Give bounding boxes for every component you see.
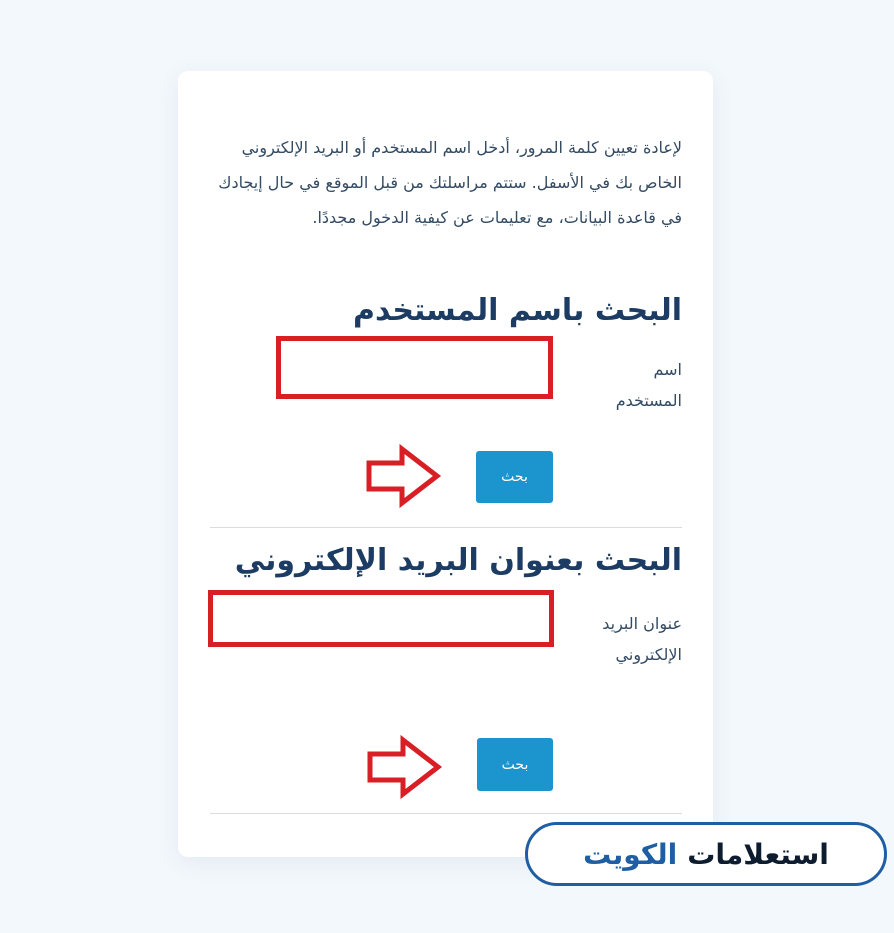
divider (210, 813, 682, 814)
brand-watermark (525, 822, 887, 886)
brand-text-primary: استعلامات (687, 837, 829, 871)
arrow-right-icon (365, 735, 443, 799)
divider (210, 527, 682, 528)
username-field-label: اسم المستخدم (615, 360, 682, 410)
username-input[interactable] (276, 336, 553, 399)
arrow-right-icon (364, 444, 442, 508)
email-field-label: عنوان البريد الإلكتروني (602, 614, 682, 664)
email-search-button[interactable]: بحث (477, 738, 553, 791)
email-input[interactable] (208, 590, 554, 647)
intro-text: لإعادة تعيين كلمة المرور، أدخل اسم المستخدم أو البريد الإلكتروني الخاص بك في الأسفل. ستتم مراسلتك من قبل الموقع في حال إيجادك في قاعدة البيانات، مع تعليمات عن كيفية الدخول مجددًا. (218, 138, 682, 227)
brand-text-secondary: الكويت (583, 837, 678, 871)
username-section-title: البحث باسم المستخدم (353, 293, 682, 328)
email-section-title: البحث بعنوان البريد الإلكتروني (234, 543, 682, 578)
username-search-button[interactable]: بحث (476, 451, 553, 503)
